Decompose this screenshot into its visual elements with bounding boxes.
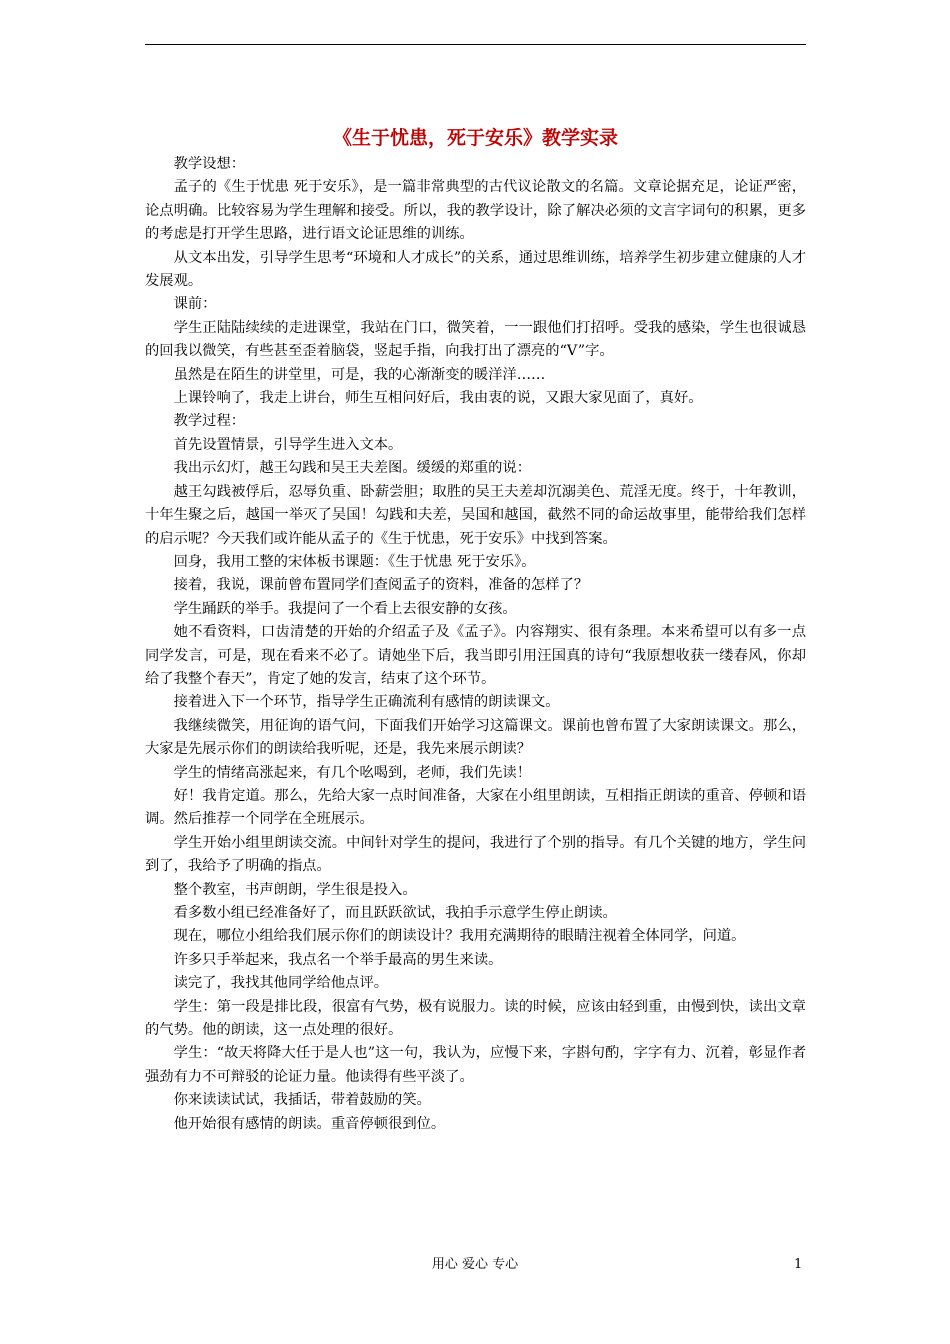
paragraph: 现在，哪位小组给我们展示你们的朗读设计？我用充满期待的眼睛注视着全体同学，问道。 [173, 928, 746, 945]
paragraph: 首先设置情景，引导学生进入文本。 [173, 436, 403, 453]
paragraph: 虽然是在陌生的讲堂里，可是，我的心渐渐变的暖洋洋…… [173, 366, 546, 383]
paragraph: 孟子的《生于忧患 死于安乐》，是一篇非常典型的古代议论散文的名篇。文章论据充足，论证严密，论点明确。比较容易为学生理解和接受。所以，我的教学设计，除了解决必须的文言字词句的积累，更多的考虑是打开学生思路，进行语文论证思维的训练。 [145, 179, 806, 243]
paragraph: 我继续微笑，用征询的语气问，下面我们开始学习这篇课文。课前也曾布置了大家朗读课文。那么，大家是先展示你们的朗读给我听呢，还是，我先来展示朗读？ [145, 717, 806, 758]
paragraph: 学生：“故天将降大任于是人也”这一句，我认为，应慢下来，字斟句酌，字字有力、沉着，彰显作者强劲有力不可辩驳的论证力量。他读得有些平淡了。 [145, 1045, 806, 1085]
paragraph: 接着进入下一个环节，指导学生正确流利有感情的朗读课文。 [173, 694, 560, 711]
paragraph: 看多数小组已经准备好了，而且跃跃欲试，我拍手示意学生停止朗读。 [173, 905, 617, 921]
footer-motto: 用心 爱心 专心 [431, 1257, 519, 1272]
page-number: 1 [794, 1257, 803, 1272]
paragraph: 许多只手举起来，我点名一个举手最高的男生来读。 [173, 951, 503, 968]
paragraph: 上课铃响了，我走上讲台，师生互相问好后，我由衷的说，又跟大家见面了，真好。 [173, 390, 703, 407]
header-rule [145, 44, 806, 45]
paragraph: 学生：第一段是排比段，很富有气势，极有说服力。读的时候，应该由轻到重，由慢到快，读出文章的气势。他的朗读，这一点处理的很好。 [145, 998, 806, 1039]
paragraph: 接着，我说，课前曾布置同学们查阅孟子的资料，准备的怎样了？ [173, 577, 589, 594]
paragraph: 学生踊跃的举手。我提问了一个看上去很安静的女孩。 [173, 600, 517, 617]
paragraph: 教学设想： [173, 156, 246, 172]
paragraph: 读完了，我找其他同学给他点评。 [173, 975, 389, 992]
paragraph: 好！我肯定道。那么，先给大家一点时间准备，大家在小组里朗读，互相指正朗读的重音、停顿和语调。然后推荐一个同学在全班展示。 [145, 787, 806, 828]
paragraph: 我出示幻灯，越王勾践和吴王夫差图。缓缓的郑重的说： [173, 460, 532, 477]
paragraph: 学生正陆陆续续的走进课堂，我站在门口，微笑着，一一跟他们打招呼。受我的感染，学生也很诚恳的回我以微笑，有些甚至歪着脑袋，竖起手指，向我打出了漂亮的“V”字。 [145, 319, 806, 360]
paragraph: 课前： [173, 296, 217, 313]
paragraph: 她不看资料，口齿清楚的开始的介绍孟子及《孟子》。内容翔实、很有条理。本来希望可以有多一点同学发言，可是，现在看来不必了。请她坐下后，我当即引用汪国真的诗句“我原想收获一缕春风，你却给了我整个春天”，肯定了她的发言，结束了这个环节。 [145, 624, 806, 687]
paragraph: 他开始很有感情的朗读。重音停顿很到位。 [173, 1115, 446, 1132]
paragraph: 从文本出发，引导学生思考“环境和人才成长”的关系，通过思维训练，培养学生初步建立健康的人才发展观。 [145, 249, 806, 290]
document-title: 《生于忧患，死于安乐》教学实录 [332, 127, 618, 149]
paragraph: 越王勾践被俘后，忍辱负重、卧薪尝胆；取胜的吴王夫差却沉溺美色、荒淫无度。终于，十年教训，十年生聚之后，越国一举灭了吴国！勾践和夫差，吴国和越国，截然不同的命运故事里，能带给我们怎样的启示呢？今天我们或许能从孟子的《生于忧患，死于安乐》中找到答案。 [145, 483, 806, 547]
paragraph: 教学过程： [173, 413, 246, 430]
paragraph: 你来读读试试，我插话，带着鼓励的笑。 [173, 1092, 431, 1109]
paragraph: 学生开始小组里朗读交流。中间针对学生的提问，我进行了个别的指导。有几个关键的地方，学生问到了，我给予了明确的指点。 [145, 834, 806, 875]
paragraph: 整个教室，书声朗朗，学生很是投入。 [173, 881, 417, 898]
paragraph: 回身，我用工整的宋体板书课题：《生于忧患 死于安乐》。 [173, 553, 536, 570]
document-body [145, 124, 806, 1136]
paragraph: 学生的情绪高涨起来，有几个吆喝到，老师，我们先读！ [173, 764, 532, 781]
